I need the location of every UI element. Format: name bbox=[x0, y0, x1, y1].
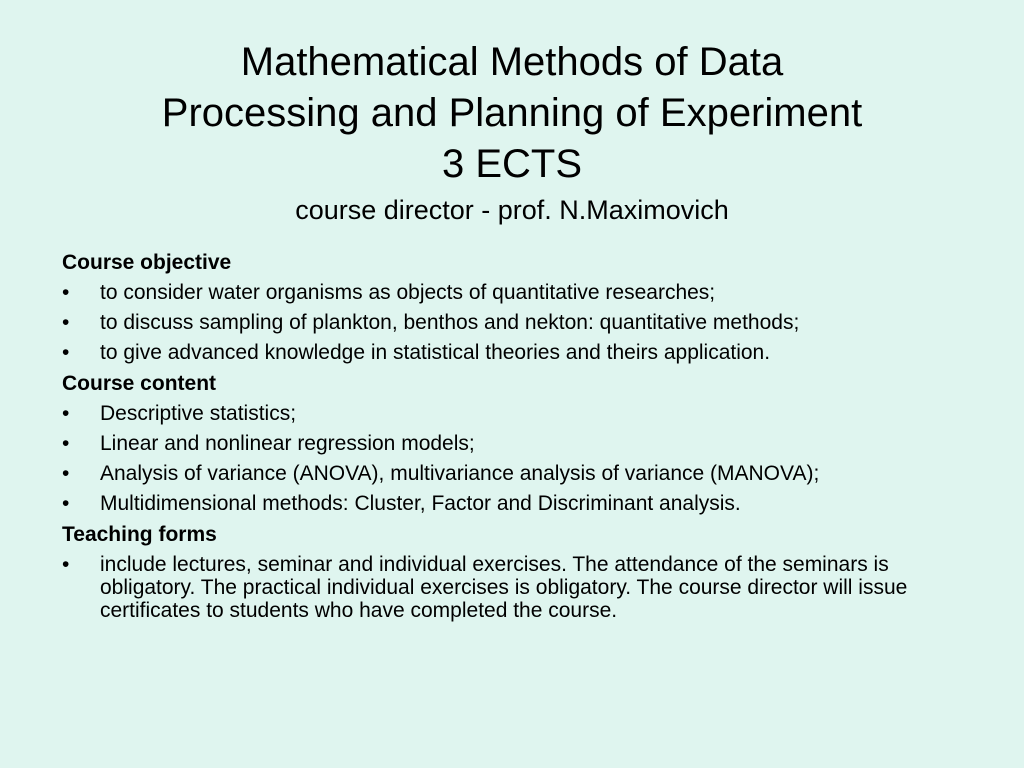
list-item-text: Linear and nonlinear regression models; bbox=[100, 432, 475, 455]
list-item-text: Descriptive statistics; bbox=[100, 402, 297, 425]
list-item-text: Multidimensional methods: Cluster, Factor and Discriminant analysis. bbox=[100, 492, 741, 515]
list-item bbox=[62, 311, 962, 334]
list-item-text: include lectures, seminar and individual exercises. The attendance of the seminars is obligatory. The practical individual exercises is obligatory. The course director will issue certificates to students who have completed the course. bbox=[100, 553, 908, 622]
list-item-text: to discuss sampling of plankton, benthos and nekton: quantitative methods; bbox=[100, 311, 800, 334]
list-item-text: Analysis of variance (ANOVA), multivariance analysis of variance (MANOVA); bbox=[100, 462, 820, 485]
list-item bbox=[62, 492, 962, 515]
list-item bbox=[62, 432, 962, 455]
title-line-2: Processing and Planning of Experiment bbox=[161, 91, 863, 135]
bullet-icon: • bbox=[62, 341, 70, 364]
list-item-text: to give advanced knowledge in statistical theories and theirs application. bbox=[100, 341, 771, 364]
list-item bbox=[62, 402, 962, 425]
section-heading-teaching-forms: Teaching forms bbox=[62, 523, 217, 546]
bullet-icon: • bbox=[62, 311, 70, 334]
list-item-text: to consider water organisms as objects of quantitative researches; bbox=[100, 281, 716, 304]
slide-title bbox=[0, 37, 1024, 227]
list-item bbox=[62, 553, 962, 622]
bullet-icon: • bbox=[62, 402, 70, 425]
course-director: course director - prof. N.Maximovich bbox=[295, 195, 729, 225]
bullet-icon: • bbox=[62, 281, 70, 304]
bullet-icon: • bbox=[62, 462, 70, 485]
bullet-icon: • bbox=[62, 432, 70, 455]
bullet-icon: • bbox=[62, 492, 70, 515]
title-line-3: 3 ECTS bbox=[441, 142, 583, 186]
list-item bbox=[62, 281, 962, 304]
section-heading-course-objective: Course objective bbox=[62, 251, 232, 274]
slide-body bbox=[62, 250, 962, 629]
bullet-icon: • bbox=[62, 553, 70, 576]
section-heading-course-content: Course content bbox=[62, 372, 217, 395]
title-line-1: Mathematical Methods of Data bbox=[240, 40, 784, 84]
list-item bbox=[62, 462, 962, 485]
list-item bbox=[62, 341, 962, 364]
